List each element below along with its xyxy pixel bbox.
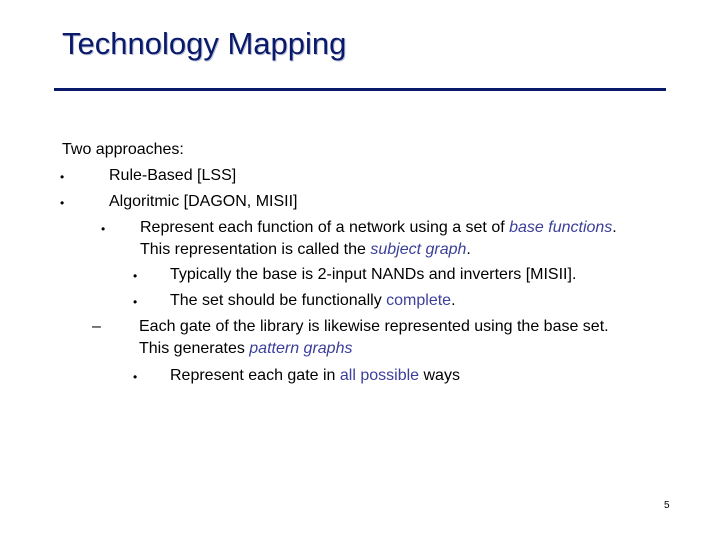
represent-line2-text: This representation is called the	[140, 241, 371, 258]
item-library: Each gate of the library is likewise represented using the base set.	[139, 318, 609, 335]
represent-end: .	[612, 219, 617, 236]
bullet-dot: •	[133, 370, 138, 384]
bullet-dot: •	[133, 269, 138, 283]
each-gate-end: ways	[419, 367, 460, 384]
item-algorithmic: Algoritmic [DAGON, MISII]	[109, 193, 298, 210]
bullet-dot: •	[101, 222, 106, 236]
item-complete	[170, 291, 456, 311]
represent-line2-end: .	[466, 241, 471, 258]
represent-text: Represent each function of a network using a set of	[140, 219, 510, 236]
represent-line2-highlight: subject graph	[370, 241, 467, 258]
represent-highlight: base functions	[509, 219, 613, 236]
item-represent	[140, 218, 617, 238]
slide-title: Technology Mapping	[62, 26, 347, 61]
intro-text: Two approaches:	[62, 141, 184, 158]
complete-text: The set should be functionally	[170, 292, 387, 309]
item-typical-base: Typically the base is 2-input NANDs and inverters [MISII].	[170, 266, 577, 283]
complete-highlight: complete	[386, 292, 452, 309]
title-underline	[54, 88, 666, 91]
each-gate-highlight: all possible	[339, 367, 420, 384]
bullet-dot: •	[60, 196, 65, 210]
item-each-gate	[170, 366, 460, 386]
item-rule-based: Rule-Based [LSS]	[109, 167, 237, 184]
item-represent-line2	[140, 240, 471, 260]
library-line2-text: This generates	[139, 340, 250, 357]
item-library-line2	[139, 339, 352, 359]
page-number: 5	[664, 500, 670, 511]
each-gate-text: Represent each gate in	[170, 367, 340, 384]
bullet-dash: –	[92, 318, 101, 335]
library-line2-highlight: pattern graphs	[249, 340, 353, 357]
bullet-dot: •	[133, 295, 138, 309]
complete-end: .	[451, 292, 456, 309]
bullet-dot: •	[60, 170, 65, 184]
